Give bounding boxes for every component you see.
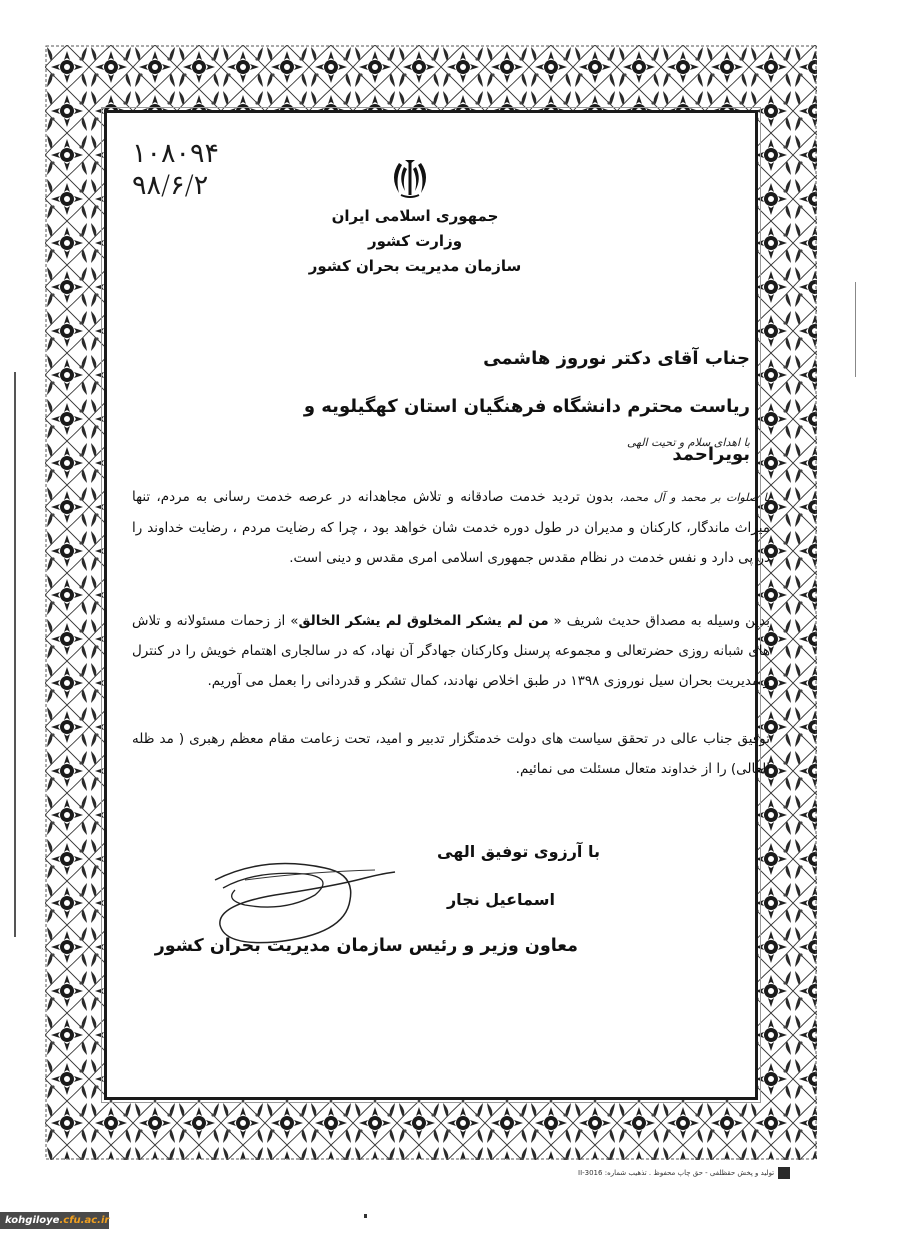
reference-number: ۱۰۸۰۹۴ [132, 138, 220, 169]
paragraph-1 [132, 482, 770, 573]
reference-block [132, 138, 219, 202]
handwritten-salutation: با صلوات بر محمد و آل محمد، [619, 491, 770, 504]
paragraph-1-text: بدون تردید خدمت صادقانه و تلاش مجاهدانه در عرصه خدمت رسانی به مردم، تنها میراث ماندگار، کارکنان و مدیران در طول دوره خدمت شان خواهد بود ، چرا که رضایت مردم ، رضایت خداوند را در پی دارد و نفس خدمت در نظام مقدس جمهوری اسلامی امری مقدس و دینی است. [132, 489, 770, 566]
paragraph-2-text: » از زحمات مسئولانه و تلاش های شبانه روزی حضرتعالی و مجموعه پرسنل وکارکنان جهادگر آن نهاد، که در سالجاری اهتمام خویش را در کنترل و مدیریت بحران سیل نوروزی ۱۳۹۸ در طبق اخلاص نهادند، کمال تشکر و قدردانی را بعمل می آوریم. [132, 613, 770, 689]
watermark-domain: .cfu.ac.ir [59, 1215, 110, 1226]
footer-imprint [578, 1167, 790, 1179]
greeting: با اهدای سلام و تحیت الهی [626, 436, 750, 449]
addressee-position: ریاست محترم دانشگاه فرهنگیان استان کهگیلویه و بویراحمد [303, 396, 750, 465]
hadith-quote: من لم یشکر المخلوق لم یشکر الخالق [298, 613, 549, 629]
iran-coat-of-arms-icon [385, 155, 435, 201]
publisher-logo-icon [778, 1167, 790, 1179]
signatory-title: معاون وزیر و رئیس سازمان مدیریت بحران کشور [154, 936, 578, 956]
letterhead-ministry: وزارت کشور [367, 232, 463, 250]
scan-edge-line-left [14, 372, 16, 937]
addressee-block [230, 335, 750, 479]
scan-speck [364, 1214, 367, 1218]
signatory-name: اسماعیل نجار [446, 890, 555, 909]
paragraph-3: توفیق جناب عالی در تحقق سیاست های دولت خدمتگزار تدبیر و امید، تحت زعامت مقام معظم رهبری ( مد ظله العالی) را از خداوند متعال مسئلت می نمائیم. [132, 731, 770, 777]
letterhead-organization: سازمان مدیریت بحران کشور [308, 257, 522, 275]
paragraph-2 [132, 606, 770, 696]
website-watermark[interactable] [0, 1212, 109, 1229]
letterhead [250, 204, 580, 279]
letterhead-country: جمهوری اسلامی ایران [331, 207, 499, 225]
paragraph-2-lead: بدین وسیله به مصداق حدیث شریف « [548, 613, 770, 629]
imprint-text: تولید و پخش حقظلفی - حق چاپ محفوظ . تذهیب شماره: II-3016 [578, 1169, 775, 1177]
watermark-site: kohgiloye [5, 1215, 60, 1226]
scan-edge-line-right [855, 282, 856, 377]
reference-date: ۹۸/۶/۲ [132, 170, 209, 201]
closing-phrase: با آرزوی توفیق الهی [437, 842, 600, 861]
addressee-name: جناب آقای دکتر نوروز هاشمی [483, 348, 750, 369]
